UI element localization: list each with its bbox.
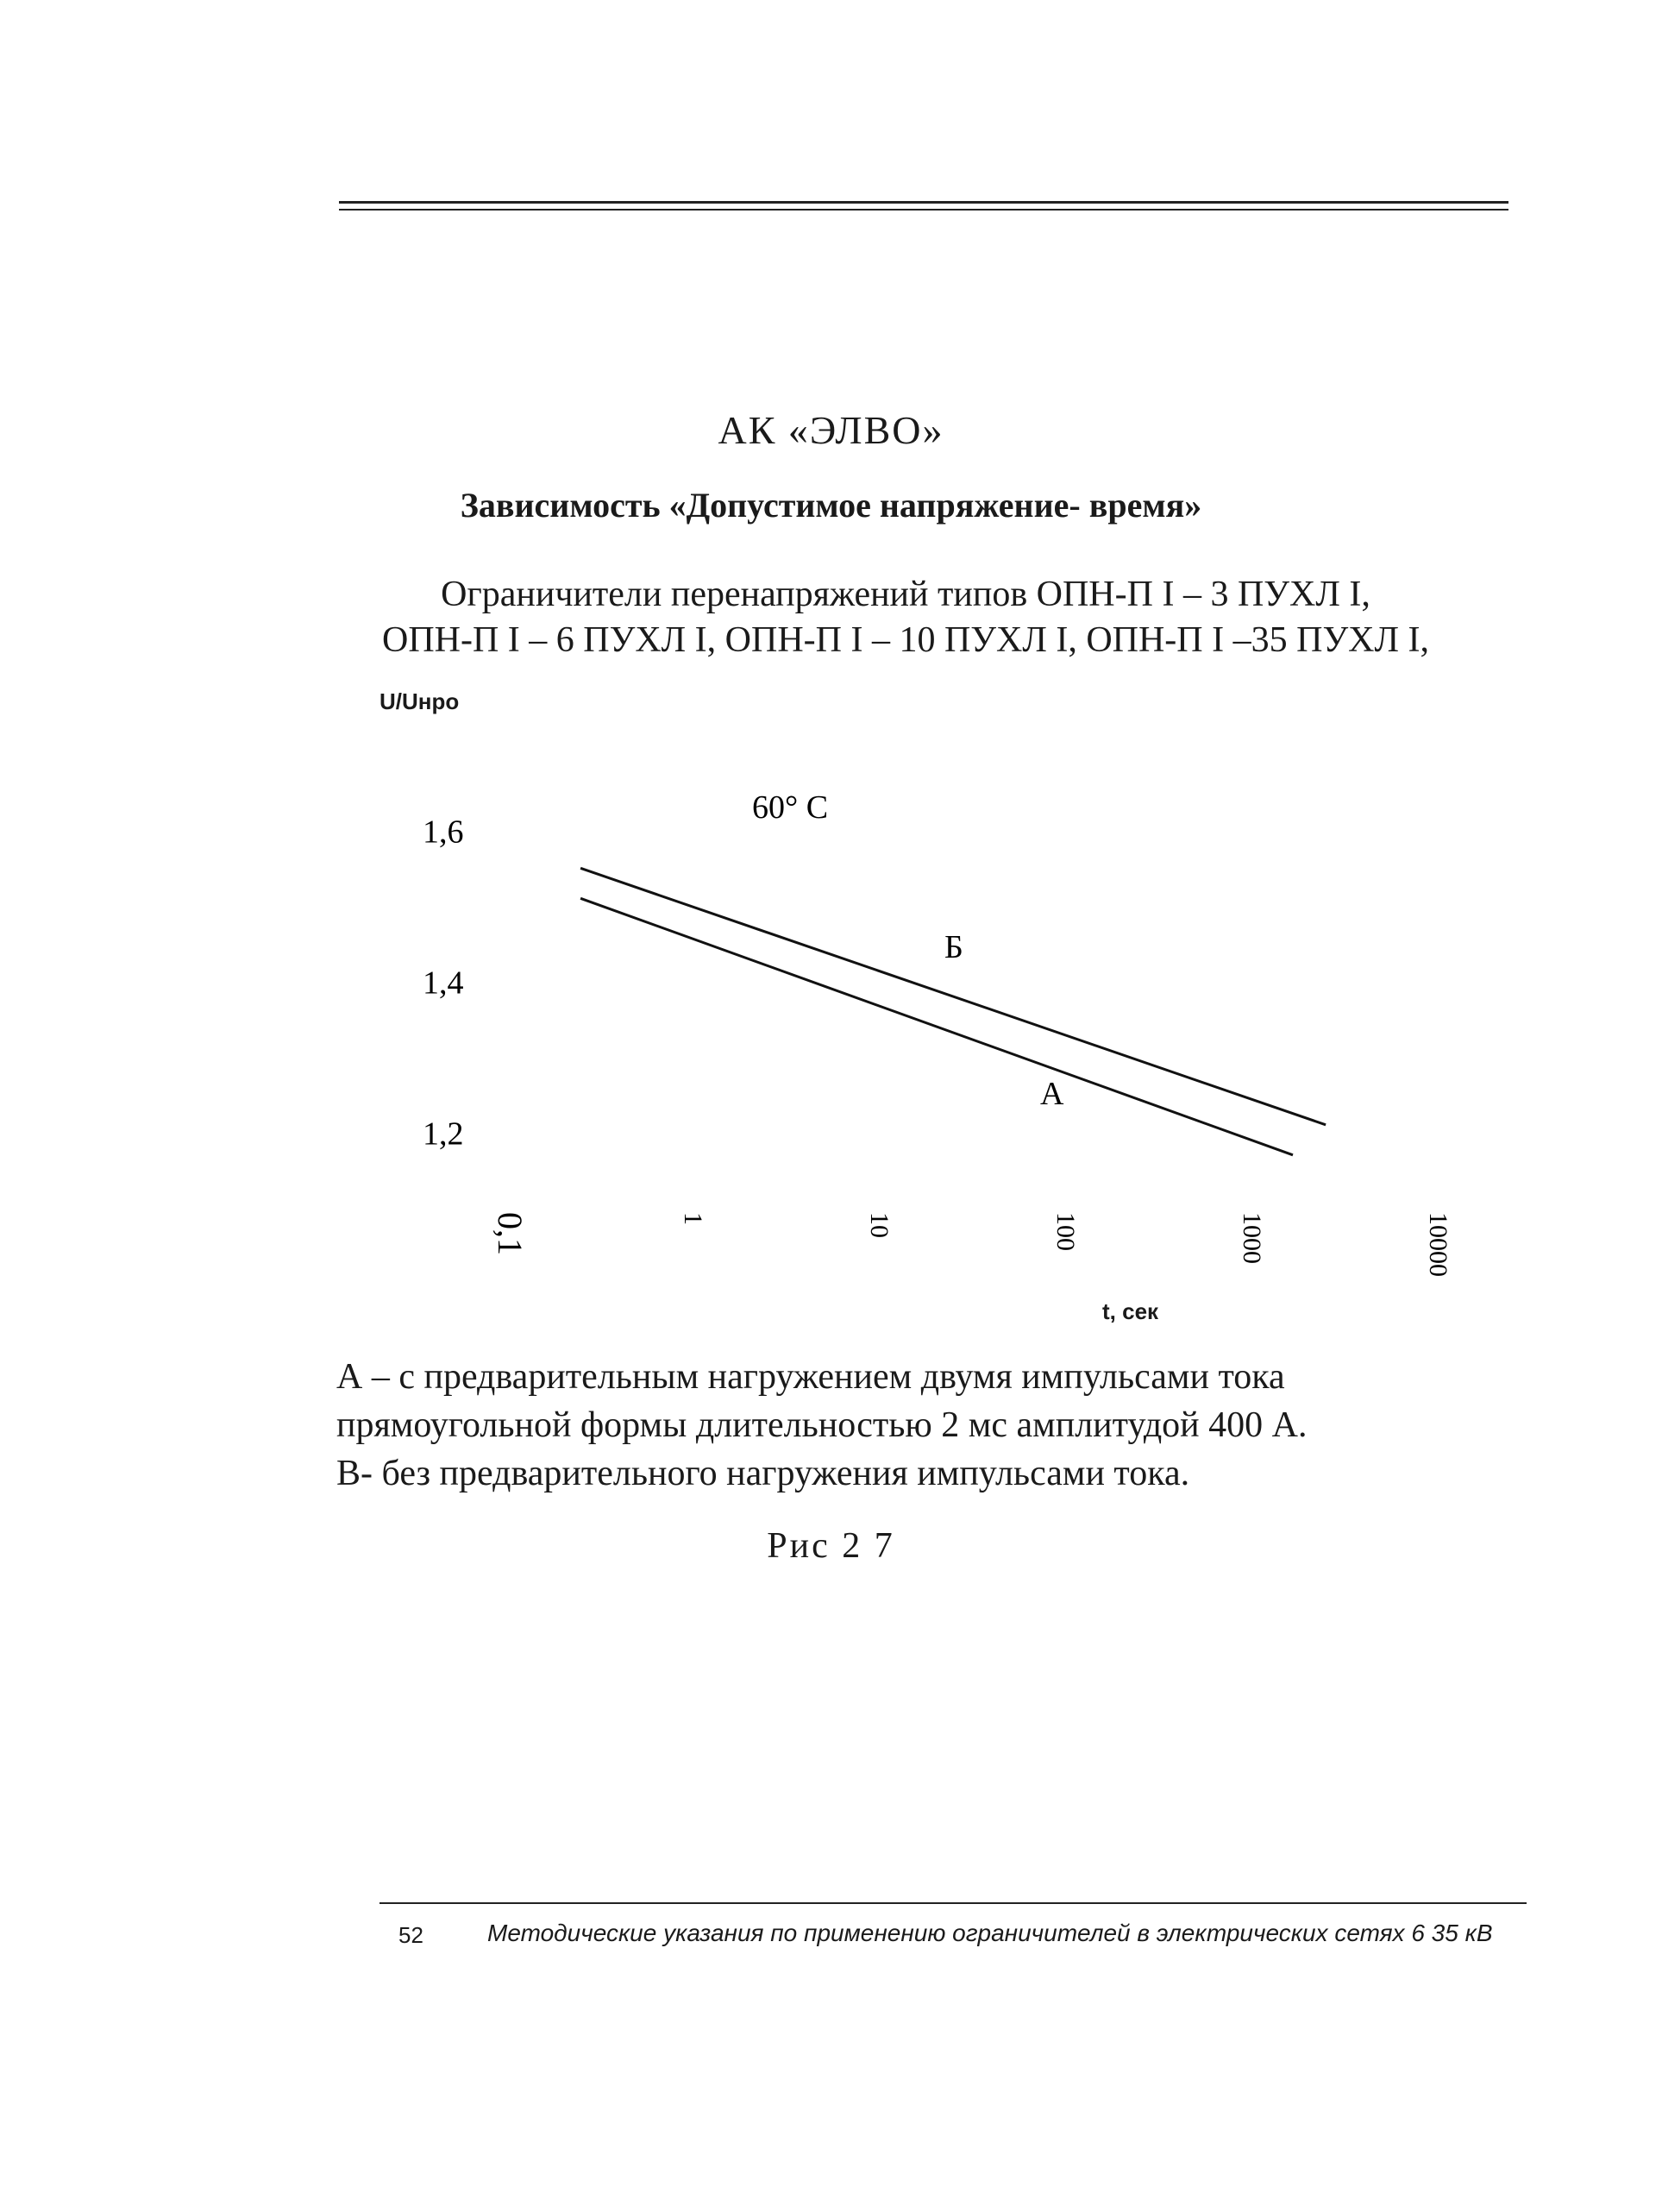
chart-x-axis-label: t, сек bbox=[1102, 1298, 1159, 1324]
x-tick-label: 100 bbox=[1051, 1212, 1080, 1251]
footer-rule bbox=[379, 1902, 1527, 1904]
company-name: АК «ЭЛВО» bbox=[718, 408, 944, 452]
x-tick-label: 10000 bbox=[1424, 1212, 1452, 1277]
y-tick-label: 1,2 bbox=[423, 1115, 464, 1153]
y-tick-label: 1,6 bbox=[423, 814, 464, 851]
figure-caption: Рис 2 7 bbox=[767, 1526, 895, 1566]
legend-line-b: В- без предварительного нагружения импульсами тока. bbox=[336, 1454, 1190, 1493]
y-tick-label: 1,4 bbox=[423, 965, 464, 1002]
x-tick-label: 1 bbox=[679, 1212, 707, 1225]
chart-annotation-temperature: 60° С bbox=[752, 789, 829, 826]
series-line-a bbox=[580, 898, 1293, 1155]
legend-line-a: А – с предварительным нагружением двумя импульсами тока bbox=[336, 1357, 1285, 1397]
series-label-a: А bbox=[1040, 1076, 1064, 1112]
x-tick-label: 0,1 bbox=[491, 1212, 530, 1255]
x-tick-label: 1000 bbox=[1238, 1212, 1266, 1264]
footer-text: Методические указания по применению ограничителей в электрических сетях 6 35 кВ bbox=[487, 1920, 1493, 1946]
x-tick-label: 10 bbox=[865, 1212, 894, 1238]
chart-y-axis-label: U/Uнро bbox=[379, 688, 460, 714]
page-number: 52 bbox=[398, 1922, 423, 1948]
page-title: Зависимость «Допустимое напряжение- время» bbox=[460, 486, 1202, 525]
subtitle-line-1: Ограничители перенапряжений типов ОПН-П I – 3 ПУХЛ I, bbox=[441, 575, 1370, 614]
series-label-b: Б bbox=[944, 929, 963, 965]
subtitle-line-2: ОПН-П I – 6 ПУХЛ I, ОПН-П I – 10 ПУХЛ I, ОПН-П I –35 ПУХЛ I, bbox=[381, 620, 1429, 660]
legend-line-a-cont: прямоугольной формы длительностью 2 мс амплитудой 400 А. bbox=[336, 1405, 1308, 1445]
series-line-b bbox=[580, 868, 1326, 1125]
